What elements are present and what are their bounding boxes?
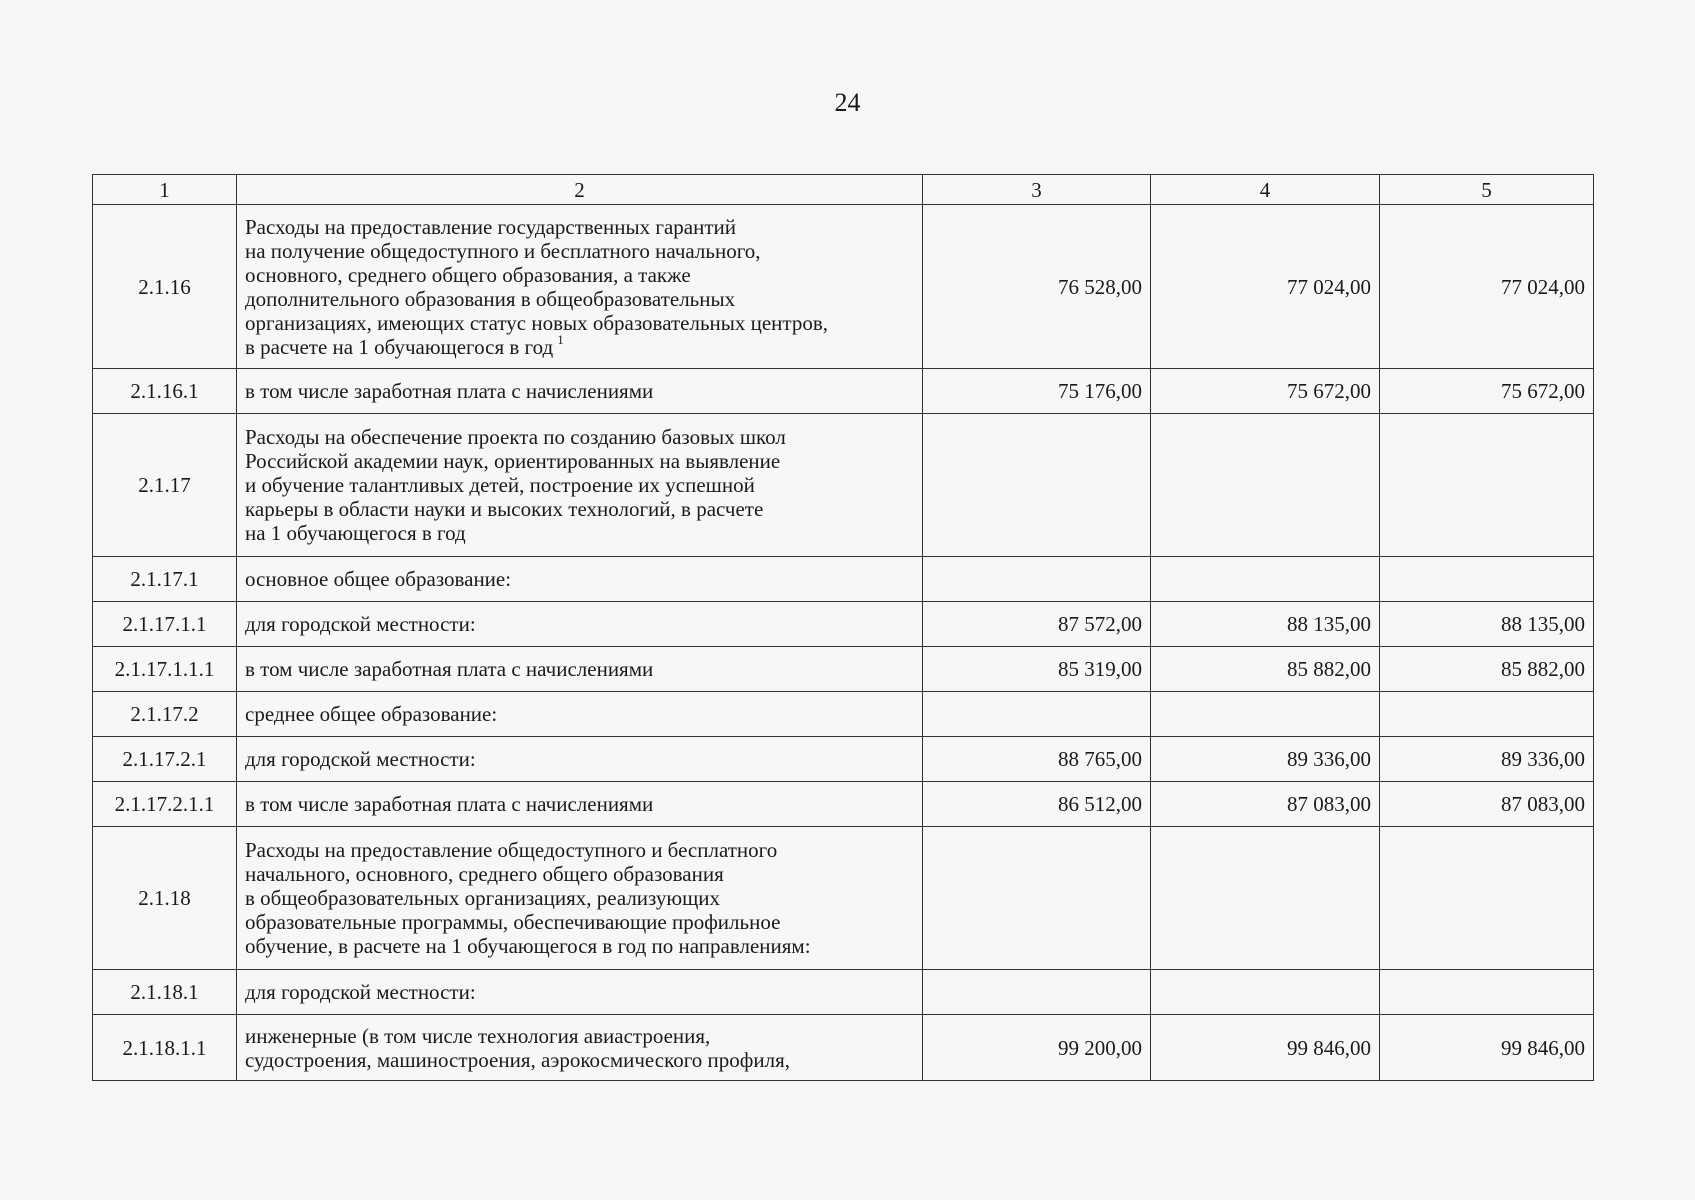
row-value-col5: 77 024,00 xyxy=(1380,205,1594,369)
table-row xyxy=(93,1015,1594,1081)
row-description: в том числе заработная плата с начислениями xyxy=(237,647,923,692)
row-value-col5: 89 336,00 xyxy=(1380,737,1594,782)
row-description: Расходы на обеспечение проекта по созданию базовых школ Российской академии наук, ориентированных на выявление и обучение талантливых детей, построение их успешной карьеры в области науки и высоких технологий, в расчете на 1 обучающегося в год xyxy=(237,414,923,557)
row-description: основное общее образование: xyxy=(237,557,923,602)
row-code: 2.1.17.1.1 xyxy=(93,602,237,647)
column-header-1: 1 xyxy=(93,175,237,205)
row-value-col3 xyxy=(923,970,1151,1015)
row-value-col4: 77 024,00 xyxy=(1151,205,1380,369)
column-header-4: 4 xyxy=(1151,175,1380,205)
row-value-col3 xyxy=(923,557,1151,602)
row-description xyxy=(237,205,923,369)
row-value-col4: 99 846,00 xyxy=(1151,1015,1380,1081)
table-row xyxy=(93,737,1594,782)
row-value-col4: 89 336,00 xyxy=(1151,737,1380,782)
page-number: 24 xyxy=(834,88,861,117)
row-description: в том числе заработная плата с начислениями xyxy=(237,782,923,827)
table-row xyxy=(93,827,1594,970)
row-value-col5 xyxy=(1380,414,1594,557)
row-description: для городской местности: xyxy=(237,602,923,647)
table-row xyxy=(93,782,1594,827)
row-description-text: Расходы на предоставление государственных гарантий на получение общедоступного и бесплатного начального, основного, среднего общего образования, а также дополнительного образования в общеобразовательных организациях, имеющих статус новых образовательных центров, в расчете на 1 обучающегося в год xyxy=(245,214,829,359)
row-value-col3 xyxy=(923,692,1151,737)
row-value-col5: 99 846,00 xyxy=(1380,1015,1594,1081)
row-value-col4 xyxy=(1151,970,1380,1015)
footnote-marker: 1 xyxy=(557,331,564,347)
row-value-col4 xyxy=(1151,557,1380,602)
table-row xyxy=(93,557,1594,602)
row-value-col3: 99 200,00 xyxy=(923,1015,1151,1081)
row-value-col3 xyxy=(923,827,1151,970)
row-code: 2.1.16.1 xyxy=(93,369,237,414)
row-value-col3: 76 528,00 xyxy=(923,205,1151,369)
row-code: 2.1.18.1.1 xyxy=(93,1015,237,1081)
column-header-5: 5 xyxy=(1380,175,1594,205)
row-value-col3: 86 512,00 xyxy=(923,782,1151,827)
row-code: 2.1.18 xyxy=(93,827,237,970)
row-value-col4 xyxy=(1151,827,1380,970)
table-row xyxy=(93,369,1594,414)
row-value-col5: 87 083,00 xyxy=(1380,782,1594,827)
table-row xyxy=(93,602,1594,647)
row-value-col3: 75 176,00 xyxy=(923,369,1151,414)
row-value-col3: 88 765,00 xyxy=(923,737,1151,782)
row-code: 2.1.17.1 xyxy=(93,557,237,602)
column-header-3: 3 xyxy=(923,175,1151,205)
table-row xyxy=(93,205,1594,369)
row-value-col5: 85 882,00 xyxy=(1380,647,1594,692)
row-description: инженерные (в том числе технология авиастроения, судостроения, машиностроения, аэрокосмического профиля, xyxy=(237,1015,923,1081)
table-row xyxy=(93,692,1594,737)
expense-norms-table xyxy=(92,174,1594,1081)
row-description: для городской местности: xyxy=(237,970,923,1015)
row-value-col4 xyxy=(1151,692,1380,737)
table-row xyxy=(93,647,1594,692)
table-header-row xyxy=(93,175,1594,205)
row-description: для городской местности: xyxy=(237,737,923,782)
row-value-col5 xyxy=(1380,970,1594,1015)
row-value-col3: 85 319,00 xyxy=(923,647,1151,692)
row-value-col4: 75 672,00 xyxy=(1151,369,1380,414)
row-value-col5: 88 135,00 xyxy=(1380,602,1594,647)
row-description: в том числе заработная плата с начислениями xyxy=(237,369,923,414)
row-value-col5 xyxy=(1380,692,1594,737)
row-value-col3 xyxy=(923,414,1151,557)
row-value-col4 xyxy=(1151,414,1380,557)
row-code: 2.1.17.2 xyxy=(93,692,237,737)
table-row xyxy=(93,970,1594,1015)
row-code: 2.1.18.1 xyxy=(93,970,237,1015)
table-row xyxy=(93,414,1594,557)
row-value-col3: 87 572,00 xyxy=(923,602,1151,647)
column-header-2: 2 xyxy=(237,175,923,205)
row-code: 2.1.17.1.1.1 xyxy=(93,647,237,692)
row-description: Расходы на предоставление общедоступного и бесплатного начального, основного, среднего общего образования в общеобразовательных организациях, реализующих образовательные программы, обеспечивающие профильное обучение, в расчете на 1 обучающегося в год по направлениям: xyxy=(237,827,923,970)
row-value-col4: 85 882,00 xyxy=(1151,647,1380,692)
row-code: 2.1.16 xyxy=(93,205,237,369)
row-value-col5: 75 672,00 xyxy=(1380,369,1594,414)
row-value-col4: 88 135,00 xyxy=(1151,602,1380,647)
row-value-col5 xyxy=(1380,827,1594,970)
row-code: 2.1.17 xyxy=(93,414,237,557)
row-value-col5 xyxy=(1380,557,1594,602)
row-description: среднее общее образование: xyxy=(237,692,923,737)
row-code: 2.1.17.2.1 xyxy=(93,737,237,782)
row-code: 2.1.17.2.1.1 xyxy=(93,782,237,827)
row-value-col4: 87 083,00 xyxy=(1151,782,1380,827)
